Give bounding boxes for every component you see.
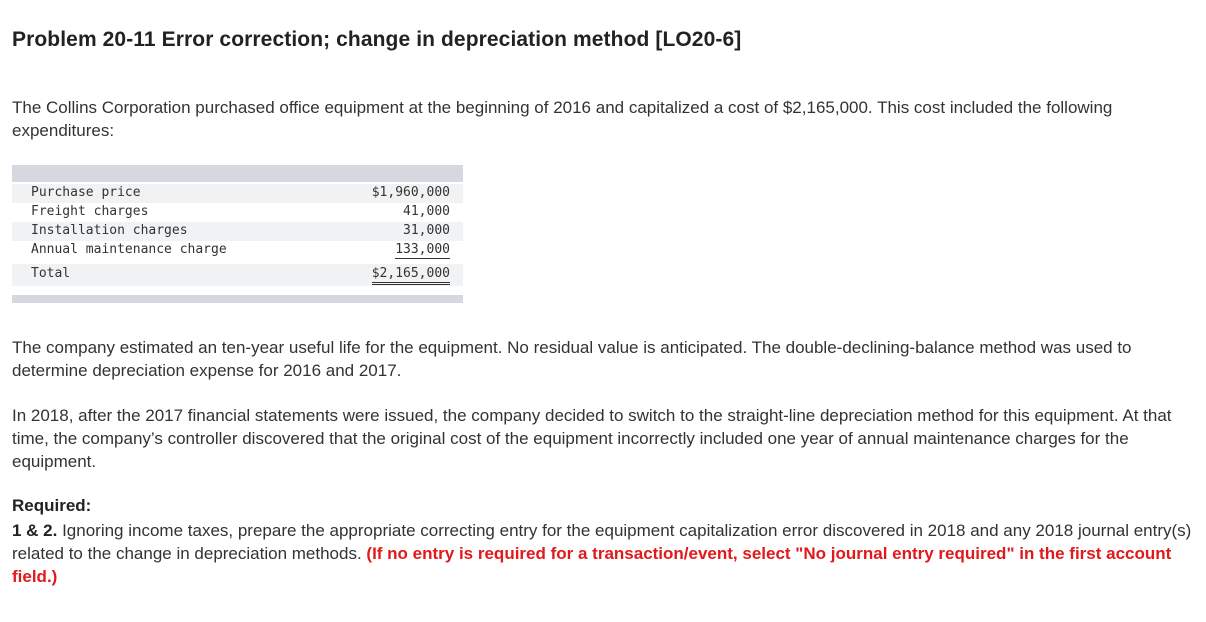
requirement-number: 1 & 2.	[12, 521, 58, 540]
intro-paragraph: The Collins Corporation purchased office equipment at the beginning of 2016 and capitalized a cost of $2,165,000. This cost included the following expenditures:	[12, 98, 1113, 140]
row-amount: 41,000	[403, 204, 450, 219]
table-footer-band	[12, 295, 463, 303]
total-amount: $2,165,000	[372, 266, 450, 285]
problem-title: Problem 20-11 Error correction; change in depreciation method [LO20-6]	[12, 28, 742, 51]
requirement-text: Ignoring income taxes, prepare the appropriate correcting entry for the equipment capitalization error discovered in 2018 and any 2018 journal entry(s) related to the change in depreciation methods.	[12, 521, 1192, 563]
required-instructions	[12, 519, 1192, 588]
required-heading: Required:	[12, 496, 92, 515]
row-label: Purchase price	[31, 185, 141, 200]
row-label: Freight charges	[31, 204, 149, 219]
expenditures-table	[12, 165, 463, 303]
row-label: Installation charges	[31, 223, 188, 238]
total-label: Total	[31, 266, 71, 281]
row-label: Annual maintenance charge	[31, 242, 227, 257]
row-amount: 31,000	[403, 223, 450, 238]
row-amount: $1,960,000	[371, 185, 450, 200]
table-total-row	[12, 264, 463, 286]
table-row	[12, 241, 463, 260]
table-row	[12, 203, 463, 222]
table-header-band	[12, 165, 463, 182]
table-row	[12, 184, 463, 203]
table-row	[12, 222, 463, 241]
row-amount: 133,000	[395, 242, 450, 257]
method-switch-paragraph: In 2018, after the 2017 financial statements were issued, the company decided to switch to the straight-line depreciation method for this equipment. At that time, the company’s controller discovered that the original cost of the equipment incorrectly included one year of annual maintenance charges for the equipment.	[12, 406, 1172, 471]
requirement-note: (If no entry is required for a transaction/event, select "No journal entry required" in the first account field.)	[12, 544, 1172, 586]
useful-life-paragraph: The company estimated an ten-year useful life for the equipment. No residual value is anticipated. The double-declining-balance method was used to determine depreciation expense for 2016 and 2017.	[12, 338, 1132, 380]
